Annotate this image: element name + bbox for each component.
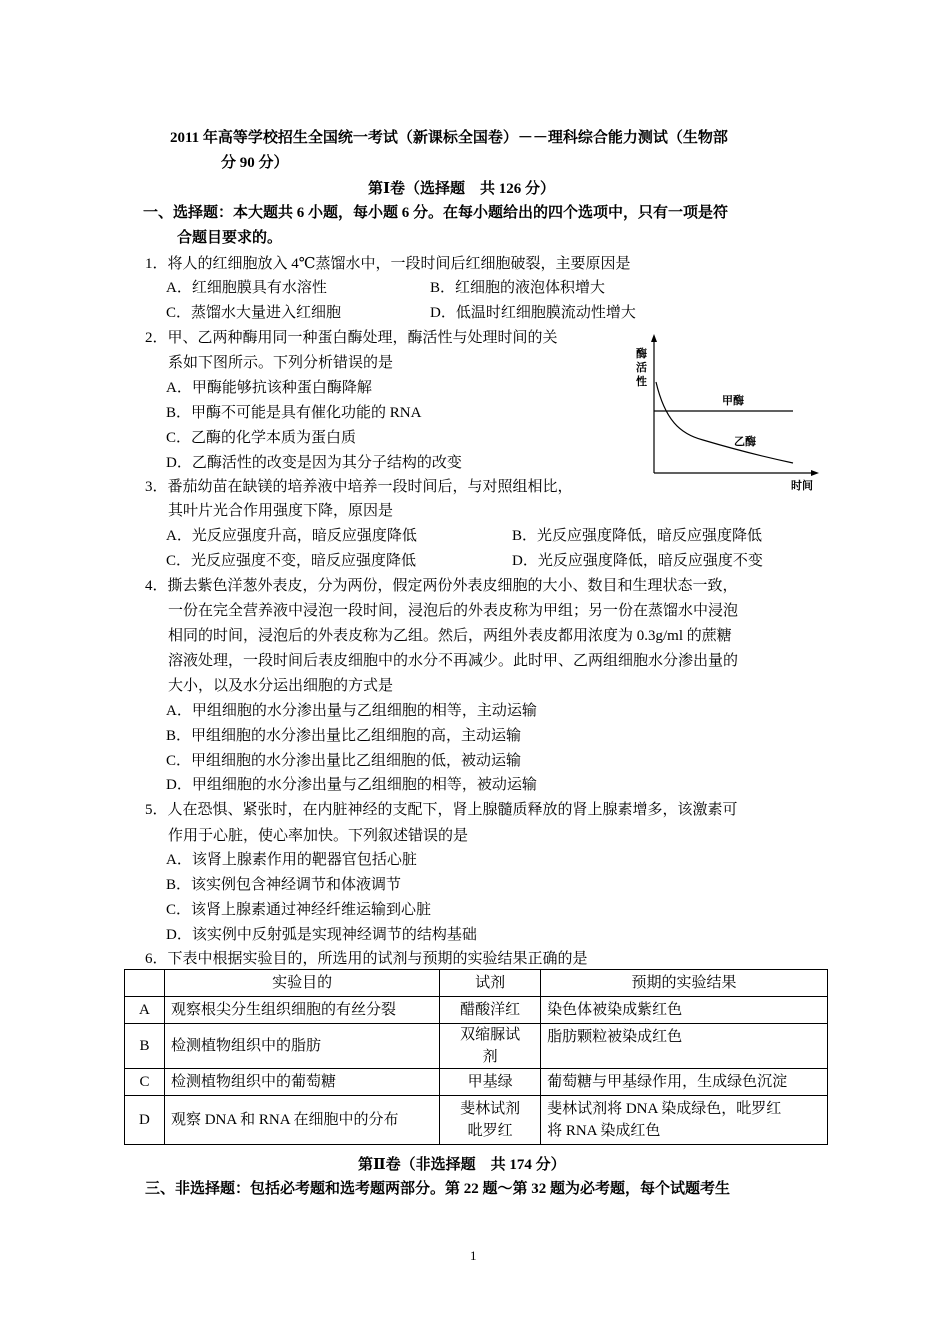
q6-stem: 6．下表中根据实验目的，所选用的试剂与预期的实验结果正确的是 (145, 951, 588, 967)
table-row (125, 1024, 828, 1069)
section3-instruction: 三、非选择题：包括必考题和选考题两部分。第 22 题～第 32 题为必考题，每个试题考生 (145, 1181, 731, 1197)
title-line-2: 分 90 分） (221, 155, 289, 171)
row-result: 脂肪颗粒被染成红色 (541, 1024, 828, 1069)
y-label-char-2: 活 (636, 362, 647, 374)
header-result: 预期的实验结果 (541, 970, 828, 997)
q4-line-3: 相同的时间，浸泡后的外表皮称为乙组。然后，两组外表皮都用浓度为 0.3g/ml 的蔗糖 (168, 628, 732, 644)
y-label-char-3: 性 (636, 376, 647, 388)
row-reagent: 斐林试剂吡罗红 (440, 1096, 541, 1145)
row-result: 葡萄糖与甲基绿作用，生成绿色沉淀 (541, 1069, 828, 1096)
part1-heading: 第Ⅰ卷（选择题 共 126 分） (368, 181, 556, 197)
q2-stem-1: 2．甲、乙两种酶用同一种蛋白酶处理，酶活性与处理时间的关 (145, 330, 558, 346)
table-header-row (125, 970, 828, 997)
curve-jia-label: 甲酶 (722, 395, 744, 407)
q2-stem-2: 系如下图所示。下列分析错误的是 (168, 355, 394, 371)
q3-option-c: C．光反应强度不变，暗反应强度降低 (166, 553, 417, 569)
experiment-table (124, 969, 828, 1145)
q3-option-b: B．光反应强度降低，暗反应强度降低 (512, 528, 763, 544)
q1-option-a: A．红细胞膜具有水溶性 (166, 280, 327, 296)
q1-stem: 1．将人的红细胞放入 4℃蒸馏水中，一段时间后红细胞破裂，主要原因是 (145, 256, 631, 272)
x-label: 时间 (791, 480, 813, 492)
row-purpose: 观察 DNA 和 RNA 在细胞中的分布 (164, 1096, 439, 1145)
q4-option-b: B．甲组细胞的水分渗出量比乙组细胞的高，主动运输 (166, 728, 522, 744)
q3-stem-1: 3．番茄幼苗在缺镁的培养液中培养一段时间后，与对照组相比， (145, 479, 573, 495)
q5-option-a: A．该肾上腺素作用的靶器官包括心脏 (166, 852, 417, 868)
row-reagent: 甲基绿 (440, 1069, 541, 1096)
q5-option-c: C．该肾上腺素通过神经纤维运输到心脏 (166, 902, 432, 918)
q4-option-c: C．甲组细胞的水分渗出量比乙组细胞的低，被动运输 (166, 753, 522, 769)
q1-option-c: C．蒸馏水大量进入红细胞 (166, 305, 342, 321)
q1-option-d: D．低温时红细胞膜流动性增大 (430, 305, 636, 321)
q2-option-c: C．乙酶的化学本质为蛋白质 (166, 430, 357, 446)
row-result: 染色体被染成紫红色 (541, 997, 828, 1024)
row-purpose: 检测植物组织中的脂肪 (164, 1024, 439, 1069)
y-label-char-1: 酶 (636, 348, 647, 360)
q3-option-d: D．光反应强度降低，暗反应强度不变 (512, 553, 763, 569)
row-reagent: 双缩脲试剂 (440, 1024, 541, 1069)
q4-line-4: 溶液处理，一段时间后表皮细胞中的水分不再减少。此时甲、乙两组细胞水分渗出量的 (168, 653, 739, 669)
table-row (125, 1096, 828, 1145)
q4-option-a: A．甲组细胞的水分渗出量与乙组细胞的相等，主动运输 (166, 703, 537, 719)
row-purpose: 检测植物组织中的葡萄糖 (164, 1069, 439, 1096)
y-axis-arrow (651, 334, 657, 342)
section1-instruction-2: 合题目要求的。 (177, 230, 283, 246)
q2-option-a: A．甲酶能够抗该种蛋白酶降解 (166, 380, 372, 396)
page-number: 1 (470, 1248, 477, 1263)
row-reagent: 醋酸洋红 (440, 997, 541, 1024)
q1-option-b: B．红细胞的液泡体积增大 (430, 280, 606, 296)
row-result: 斐林试剂将 DNA 染成绿色，吡罗红将 RNA 染成红色 (541, 1096, 828, 1145)
curve-yi-label: 乙酶 (734, 436, 756, 448)
q2-option-b: B．甲酶不可能是具有催化功能的 RNA (166, 405, 422, 421)
table-row (125, 997, 828, 1024)
table-row (125, 1069, 828, 1096)
q5-line-1: 5．人在恐惧、紧张时，在内脏神经的支配下，肾上腺髓质释放的肾上腺素增多，该激素可 (145, 802, 738, 818)
row-id: A (125, 997, 165, 1024)
q5-option-d: D．该实例中反射弧是实现神经调节的结构基础 (166, 927, 477, 943)
q5-line-2: 作用于心脏，使心率加快。下列叙述错误的是 (168, 828, 469, 844)
q4-line-2: 一份在完全营养液中浸泡一段时间，浸泡后的外表皮称为甲组；另一份在蒸馏水中浸泡 (168, 603, 739, 619)
q3-option-a: A．光反应强度升高，暗反应强度降低 (166, 528, 417, 544)
header-purpose: 实验目的 (164, 970, 439, 997)
q5-option-b: B．该实例包含神经调节和体液调节 (166, 877, 402, 893)
row-purpose: 观察根尖分生组织细胞的有丝分裂 (164, 997, 439, 1024)
q4-line-1: 4．撕去紫色洋葱外表皮，分为两份，假定两份外表皮细胞的大小、数目和生理状态一致， (145, 578, 738, 594)
q3-stem-2: 其叶片光合作用强度下降，原因是 (168, 503, 394, 519)
enzyme-activity-figure (625, 330, 825, 495)
row-id: B (125, 1024, 165, 1069)
row-id: D (125, 1096, 165, 1145)
q4-option-d: D．甲组细胞的水分渗出量与乙组细胞的相等，被动运输 (166, 777, 537, 793)
q2-option-d: D．乙酶活性的改变是因为其分子结构的改变 (166, 455, 462, 471)
q4-line-5: 大小，以及水分运出细胞的方式是 (168, 678, 394, 694)
x-axis-arrow (811, 470, 819, 476)
section1-instruction-1: 一、选择题：本大题共 6 小题，每小题 6 分。在每小题给出的四个选项中，只有一项是符 (143, 205, 729, 221)
row-id: C (125, 1069, 165, 1096)
part2-heading: 第Ⅱ卷（非选择题 共 174 分） (358, 1157, 566, 1173)
title-line-1: 2011 年高等学校招生全国统一考试（新课标全国卷）－－理科综合能力测试（生物部 (170, 130, 728, 146)
header-blank (125, 970, 165, 997)
header-reagent: 试剂 (440, 970, 541, 997)
